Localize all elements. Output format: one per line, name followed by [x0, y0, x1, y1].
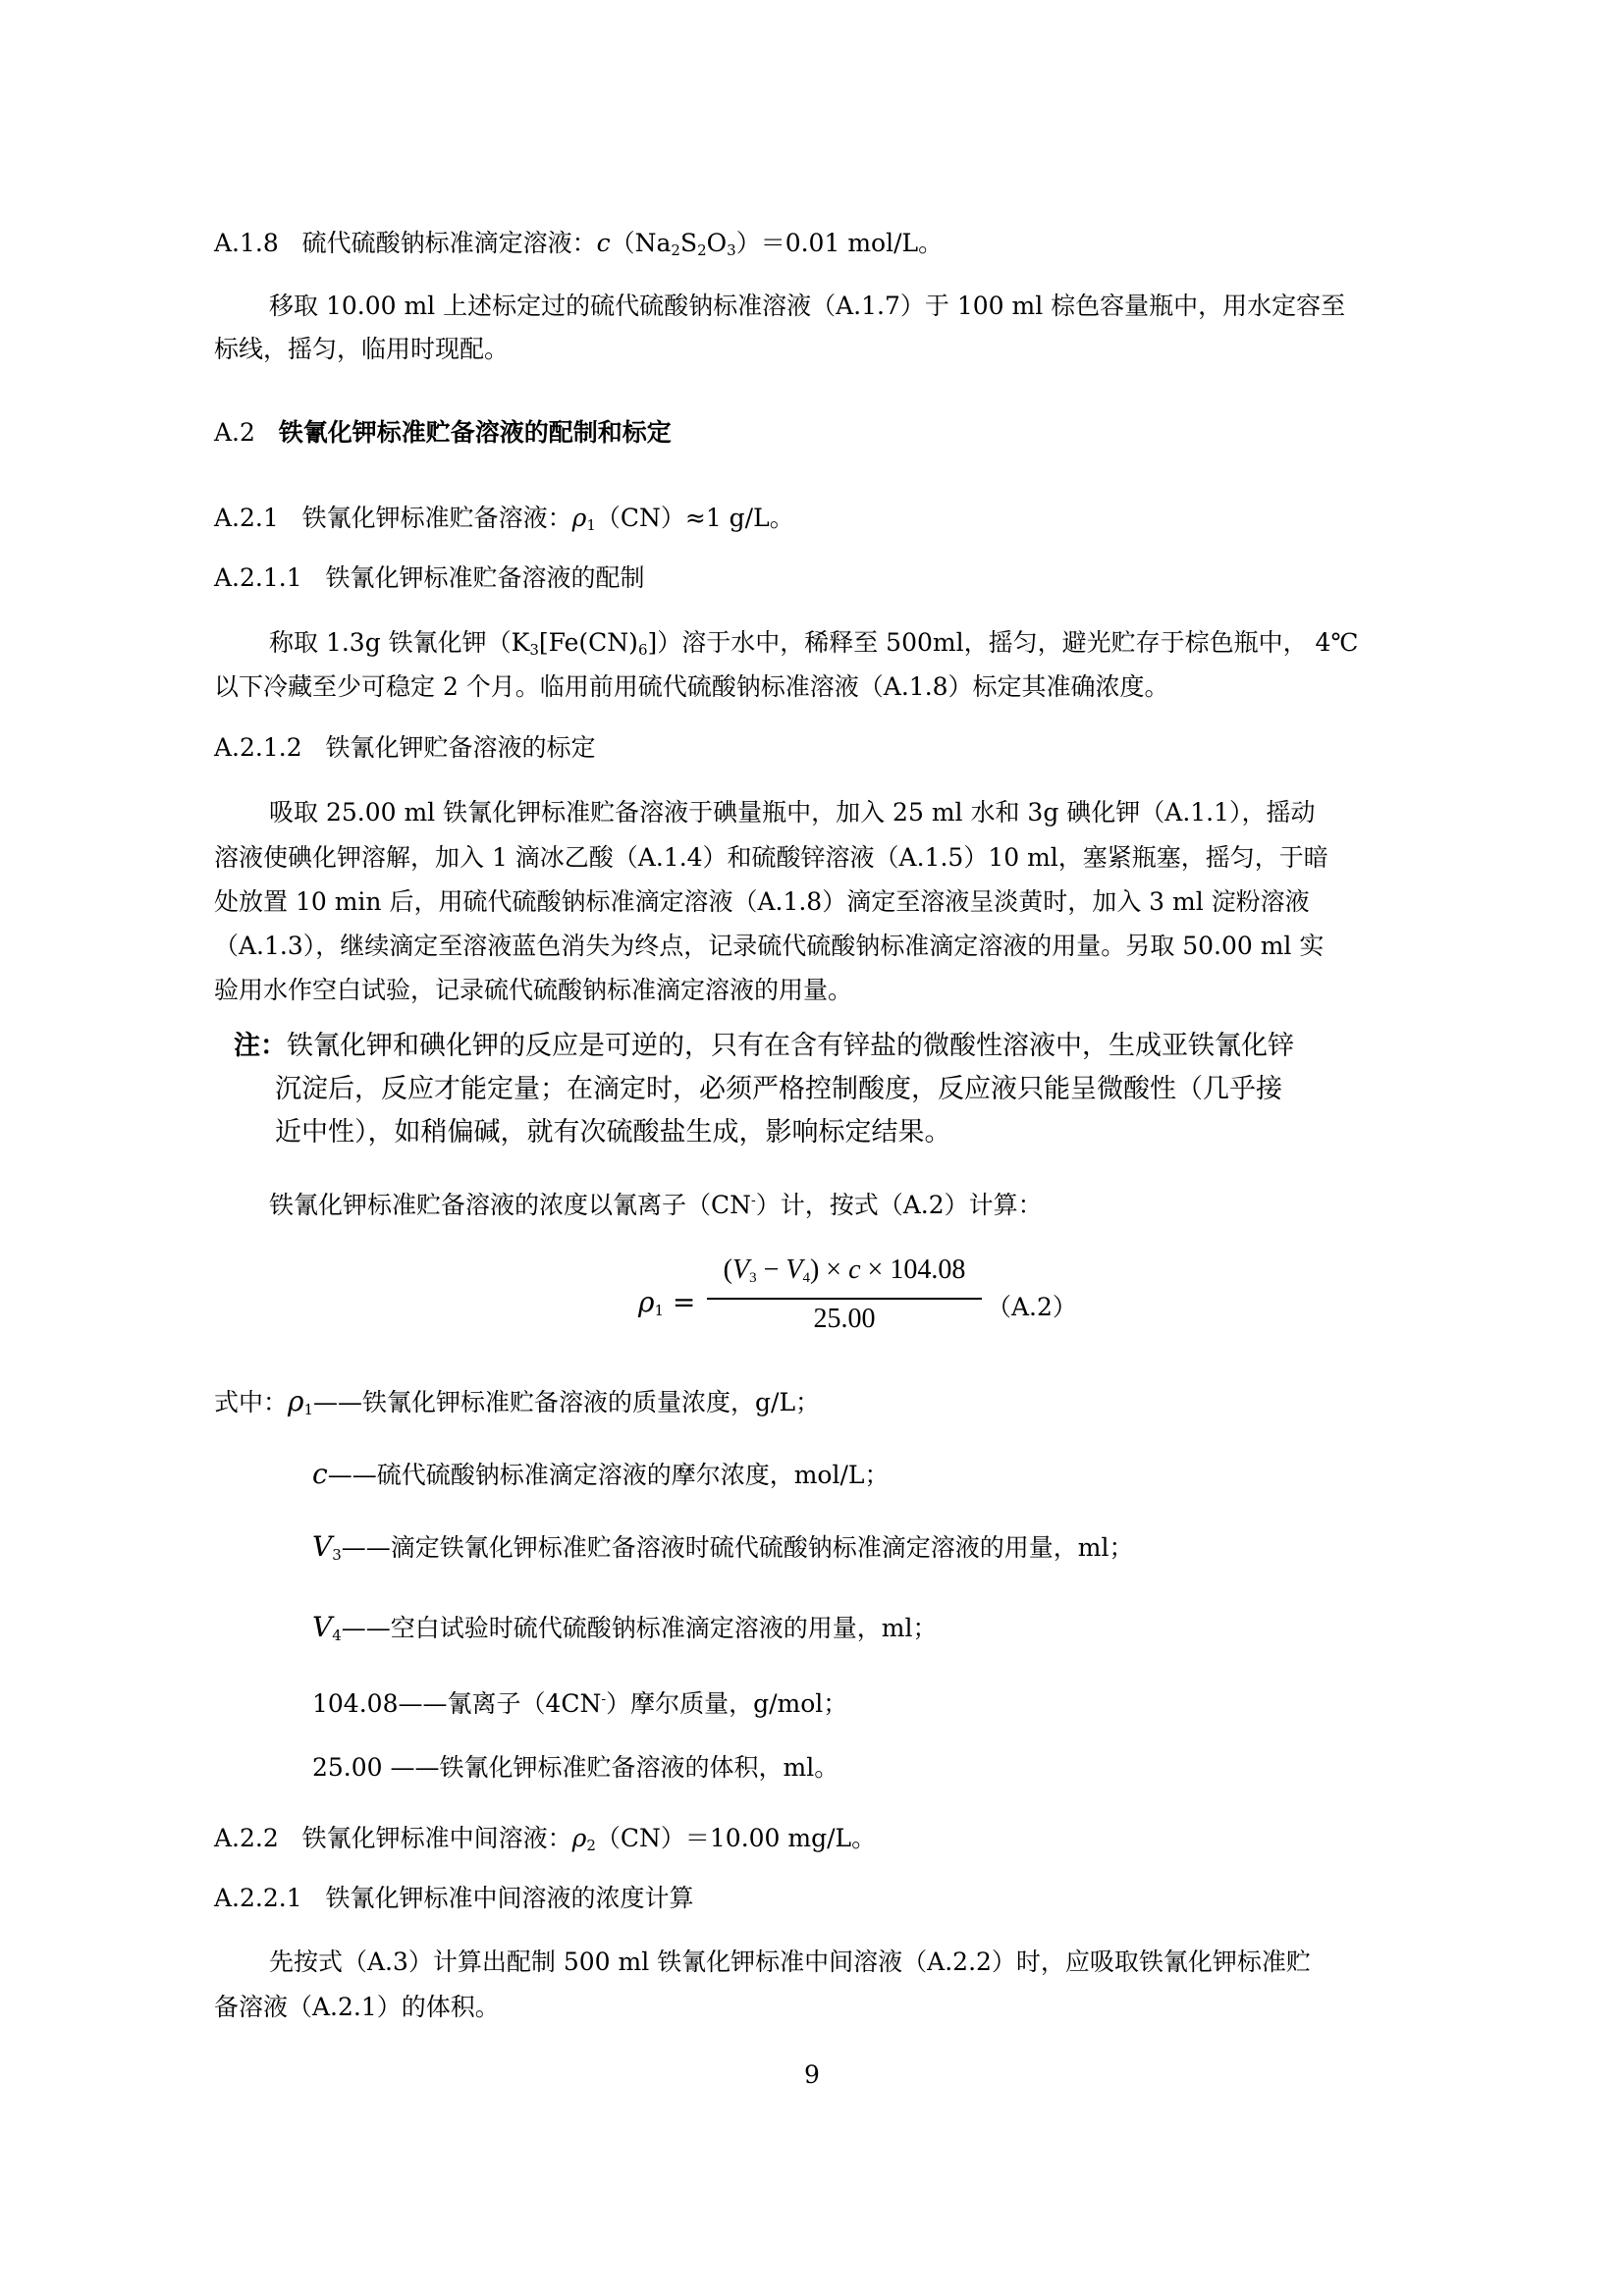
page-number: 9 — [804, 2060, 820, 2089]
section-a2-heading: A.2 铁氰化钾标准贮备溶液的配制和标定 — [214, 418, 672, 447]
clause-a2-1-1-heading: A.2.1.1 铁氰化钾标准贮备溶液的配制 — [214, 563, 645, 592]
note-line-3: 近中性），如稍偏碱，就有次硫酸盐生成，影响标定结果。 — [275, 1117, 951, 1148]
clause-a2-1-2-line-3: 处放置 10 min 后，用硫代硫酸钠标准滴定溶液（A.1.8）滴定至溶液呈淡黄时，加入 3 ml 淀粉溶液 — [214, 887, 1310, 916]
clause-a2-1-1-paragraph-line-1: 称取 1.3g 铁氰化钾$(K_3[Fe(CN)_6])$溶于水中，稀释至 500ml，摇匀，避光贮存于棕色瓶中， 4℃ — [269, 628, 1359, 659]
clause-a1-8-paragraph-line-1: 移取 10.00 ml 上述标定过的硫代硫酸钠标准溶液（A.1.7）于 100 ml 棕色容量瓶中，用水定容至 — [269, 292, 1346, 320]
calculation-intro: 铁氰化钾标准贮备溶液的浓度以氰离子（CN-）计，按式（A.2）计算： — [269, 1191, 1043, 1219]
where-item-c: c——硫代硫酸钠标准滴定溶液的摩尔浓度，mol/L； — [312, 1458, 890, 1490]
note-line-2: 沉淀后，反应才能定量；在滴定时，必须严格控制酸度，反应液只能呈微酸性（几乎接 — [275, 1074, 1282, 1104]
where-item-molar-mass: 104.08——氰离子（4CN-）摩尔质量，g/mol； — [312, 1689, 848, 1718]
where-item-v4: $V_4——$空白试验时硫代硫酸钠标准滴定溶液的用量，ml； — [312, 1611, 938, 1644]
formula-lhs: $\rho_1$ = — [638, 1286, 696, 1319]
clause-a2-2-1-heading: A.2.2.1 铁氰化钾标准中间溶液的浓度计算 — [214, 1884, 694, 1912]
note-line-1: 注：铁氰化钾和碘化钾的反应是可逆的，只有在含有锌盐的微酸性溶液中，生成亚铁氰化锌 — [234, 1031, 1294, 1061]
formula-fraction-bar — [707, 1298, 982, 1300]
where-item-volume: 25.00 ——铁氰化钾标准贮备溶液的体积，ml。 — [312, 1753, 839, 1782]
clause-a1-8-paragraph-line-2: 标线，摇匀，临用时现配。 — [214, 335, 510, 363]
formula-numerator: $(V_3 - V_4) \times c \times 104.08$ — [723, 1255, 966, 1286]
clause-a1-8-heading: A.1.8 硫代硫酸钠标准滴定溶液：$c(Na_2S_2O_3)=0.01$ mol/L。 — [214, 229, 944, 259]
formula-tag: （A.2） — [987, 1293, 1077, 1321]
where-item-v3: $V_3——$滴定铁氰化钾标准贮备溶液时硫代硫酸钠标准滴定溶液的用量，ml； — [312, 1530, 1134, 1564]
formula-denominator: 25.00 — [813, 1304, 876, 1334]
clause-a2-1-2-line-1: 吸取 25.00 ml 铁氰化钾标准贮备溶液于碘量瓶中，加入 25 ml 水和 3g 碘化钾（A.1.1），摇动 — [269, 798, 1316, 827]
clause-a2-1-heading: A.2.1 铁氰化钾标准贮备溶液：$\rho_1(CN)\approx 1$ g/L。 — [214, 504, 794, 534]
clause-a2-1-1-paragraph-line-2: 以下冷藏至少可稳定 2 个月。临用前用硫代硫酸钠标准溶液（A.1.8）标定其准确浓度。 — [214, 672, 1169, 701]
clause-a2-2-1-line-2: 备溶液（A.2.1）的体积。 — [214, 1993, 500, 2021]
clause-a2-2-heading: A.2.2 铁氰化钾标准中间溶液：$\rho_2(CN)=10.00$ mg/L。 — [214, 1824, 877, 1854]
clause-a2-1-2-heading: A.2.1.2 铁氰化钾贮备溶液的标定 — [214, 733, 596, 762]
clause-a2-2-1-line-1: 先按式（A.3）计算出配制 500 ml 铁氰化钾标准中间溶液（A.2.2）时，应吸取铁氰化钾标准贮 — [269, 1948, 1311, 1976]
formula-a2 — [638, 1255, 1090, 1362]
clause-a2-1-2-line-5: 验用水作空白试验，记录硫代硫酸钠标准滴定溶液的用量。 — [214, 976, 853, 1004]
clause-a2-1-2-line-2: 溶液使碘化钾溶解，加入 1 滴冰乙酸（A.1.4）和硫酸锌溶液（A.1.5）10 ml，塞紧瓶塞，摇匀，于暗 — [214, 843, 1328, 872]
where-item-rho1: 式中：$\rho_1——$铁氰化钾标准贮备溶液的质量浓度，g/L； — [214, 1385, 821, 1418]
clause-a2-1-2-line-4: （A.1.3），继续滴定至溶液蓝色消失为终点，记录硫代硫酸钠标准滴定溶液的用量。另取 50.00 ml 实 — [214, 932, 1325, 960]
